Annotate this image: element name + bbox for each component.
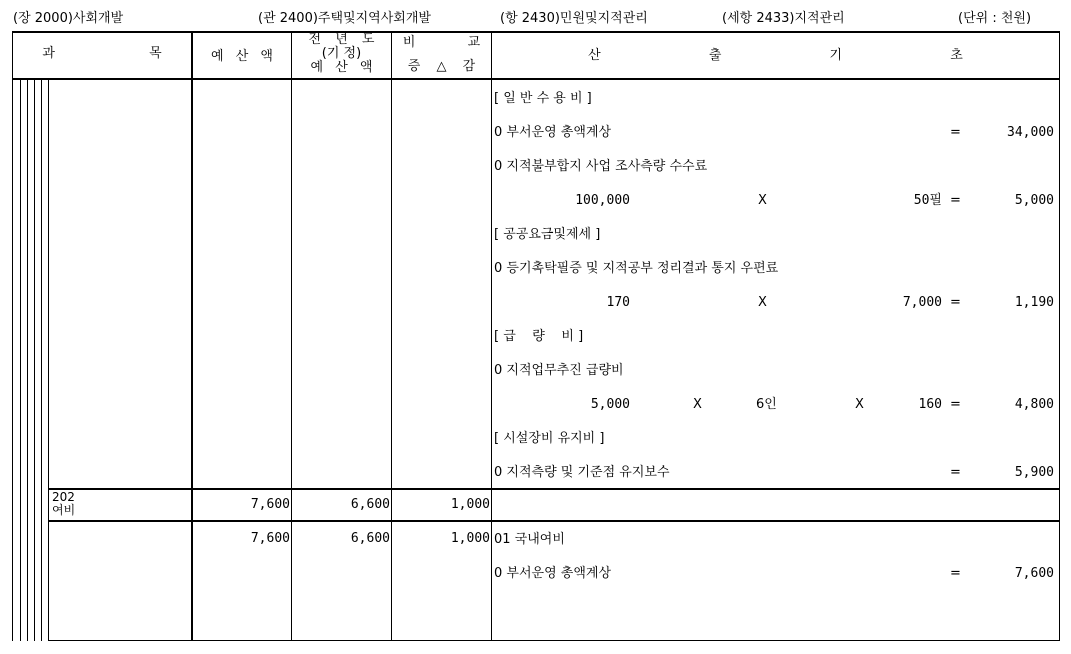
- calc-line-amount: 1,190: [1014, 295, 1054, 310]
- row202-diff: 1,000: [450, 497, 490, 512]
- row01-prev: 6,600: [350, 531, 390, 546]
- header-subject: 과 목: [42, 46, 162, 61]
- indent-line-3: [34, 80, 35, 641]
- row202-budget: 7,600: [250, 497, 290, 512]
- calc-line-text: [ 일 반 수 용 비 ]: [494, 91, 592, 106]
- col-divider-calc: [491, 31, 492, 641]
- calc-line-c1: 100,000: [575, 193, 630, 208]
- calc-line-amount: 34,000: [1007, 125, 1054, 140]
- table-right-border: [1059, 31, 1060, 641]
- table-top-border: [12, 31, 1060, 33]
- calc-line-x2: X: [855, 397, 864, 412]
- table-left-border: [12, 31, 13, 641]
- calc-line-text: [ 급 량 비 ]: [494, 329, 584, 344]
- row01-line: 0 부서운영 총액계상: [494, 566, 611, 581]
- calc-line-c3: 7,000: [902, 295, 942, 310]
- row-divider-2: [48, 520, 1060, 522]
- calc-line-text: 0 지적불부합지 사업 조사측량 수수료: [494, 159, 708, 174]
- calc-line-text: [ 시설장비 유지비 ]: [494, 431, 605, 446]
- calc-line-eq: =: [950, 295, 961, 310]
- unit-label: (단위 : 천원): [958, 11, 1032, 26]
- hang-label: (항 2430)민원및지적관리: [500, 11, 648, 26]
- row01-title: 01 국내여비: [494, 532, 565, 547]
- header-prev-line1: 전 년 도: [308, 32, 375, 47]
- calc-line-text: 0 지적측량 및 기준점 유지보수: [494, 465, 670, 480]
- col-divider-prev: [291, 31, 292, 641]
- calc-line-amount: 4,800: [1014, 397, 1054, 412]
- calc-line-amount: 5,000: [1014, 193, 1054, 208]
- calc-line-x1: X: [758, 295, 767, 310]
- row01-amount: 7,600: [1014, 566, 1054, 581]
- calc-line-eq: =: [950, 125, 961, 140]
- gwan-label: (관 2400)주택및지역사회개발: [258, 11, 431, 26]
- calc-line-x1: X: [693, 397, 702, 412]
- calc-line-eq: =: [950, 465, 961, 480]
- row202-code: 202: [52, 490, 75, 504]
- indent-line-5: [48, 80, 49, 641]
- header-bottom-border: [12, 78, 1060, 80]
- header-budget: 예 산 액: [211, 49, 273, 64]
- calc-line-text: 0 등기촉탁필증 및 지적공부 정리결과 통지 우편료: [494, 261, 779, 276]
- sehang-label: (세항 2433)지적관리: [722, 11, 845, 26]
- header-compare-line1: 비 교: [402, 35, 481, 50]
- calc-line-c2: 6인: [756, 397, 777, 412]
- header-prev-line3: 예 산 액: [310, 60, 373, 75]
- calc-line-text: 0 지적업무추진 급량비: [494, 363, 624, 378]
- calc-line-c3: 160: [918, 397, 942, 412]
- col-divider-budget: [191, 31, 193, 641]
- calc-line-x1: X: [758, 193, 767, 208]
- calc-line-eq: =: [950, 193, 961, 208]
- row-divider-1: [48, 488, 1060, 490]
- row202-name: 여비: [52, 503, 76, 517]
- header-compare-line2: 증 △ 감: [407, 59, 476, 74]
- col-divider-compare: [391, 31, 392, 641]
- calc-line-eq: =: [950, 397, 961, 412]
- row01-diff: 1,000: [450, 531, 490, 546]
- calc-line-c3: 50필: [913, 193, 942, 208]
- header-prev-line2: (기 정): [321, 46, 362, 61]
- jang-label: (장 2000)사회개발: [13, 11, 124, 26]
- calc-line-c1: 170: [606, 295, 630, 310]
- header-calc: 산 출 기 초: [588, 48, 963, 63]
- table-bottom-border: [48, 640, 1060, 641]
- calc-line-text: [ 공공요금및제세 ]: [494, 227, 601, 242]
- indent-line-2: [27, 80, 28, 641]
- row01-eq: =: [950, 566, 961, 581]
- indent-line-4: [41, 80, 42, 641]
- indent-line-1: [20, 80, 21, 641]
- calc-line-c1: 5,000: [590, 397, 630, 412]
- calc-line-amount: 5,900: [1014, 465, 1054, 480]
- calc-line-text: 0 부서운영 총액계상: [494, 125, 611, 140]
- row202-prev: 6,600: [350, 497, 390, 512]
- row01-budget: 7,600: [250, 531, 290, 546]
